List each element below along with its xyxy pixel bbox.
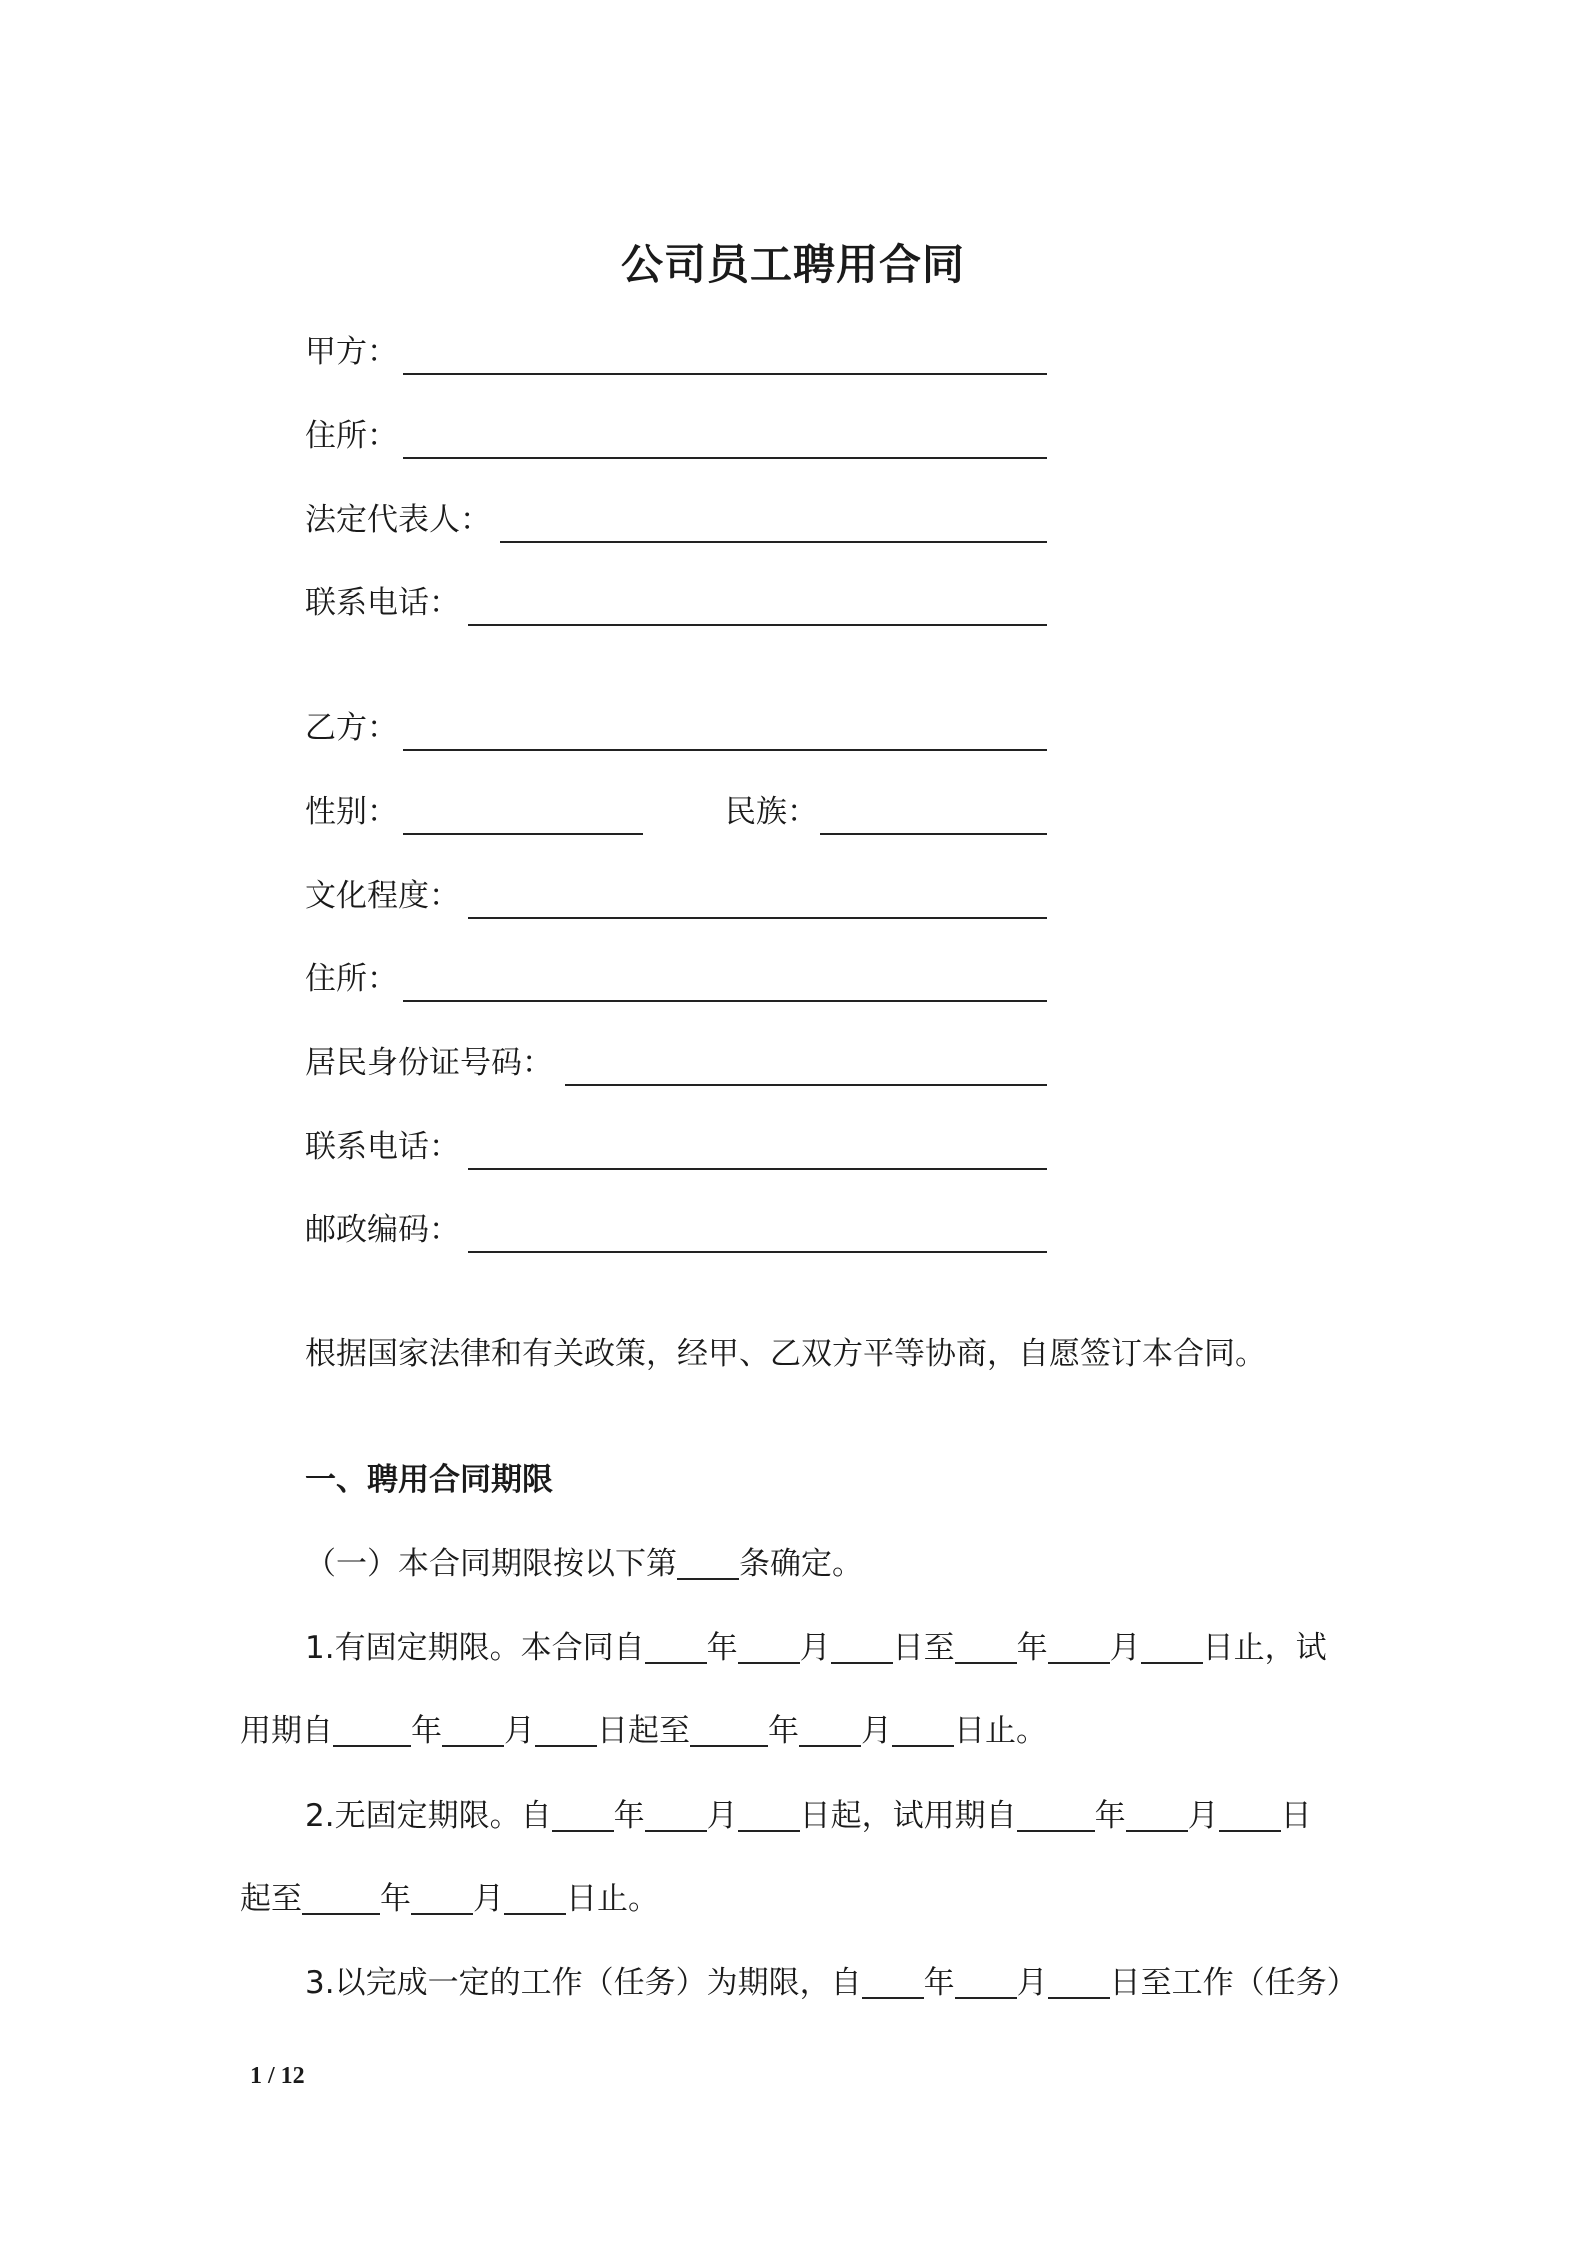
gender-label: 性别： <box>305 794 398 830</box>
month-unit: 月 <box>861 1713 892 1749</box>
party-a-phone-field[interactable] <box>468 624 1047 626</box>
item-3-text: 3.以完成一定的工作（任务）为期限，自 <box>305 1965 862 2001</box>
item-2-line-2 <box>240 1879 659 1919</box>
party-b-address-field[interactable] <box>403 1000 1047 1002</box>
start-month-blank[interactable] <box>645 1800 707 1832</box>
ethnicity-field[interactable] <box>820 833 1047 835</box>
probation-end-day-blank[interactable] <box>892 1715 954 1747</box>
year-unit: 年 <box>380 1881 411 1917</box>
day-unit: 日 <box>1280 1798 1312 1834</box>
start-month-blank[interactable] <box>738 1632 800 1664</box>
item-1-text: 1.有固定期限。本合同自 <box>305 1630 645 1666</box>
item-1-line-1 <box>305 1628 1327 1668</box>
party-b-name-field[interactable] <box>403 749 1047 751</box>
document-title: 公司员工聘用合同 <box>620 240 965 289</box>
day-to-task-text: 日至工作（任务） <box>1109 1965 1358 2001</box>
party-b-address-label: 住所： <box>305 961 398 997</box>
month-unit: 月 <box>706 1798 738 1834</box>
clause-1 <box>305 1544 863 1584</box>
start-year-blank[interactable] <box>862 1967 924 1999</box>
probation-end-month-blank[interactable] <box>411 1883 473 1915</box>
year-unit: 年 <box>1016 1630 1048 1666</box>
day-end-text: 日止。 <box>566 1881 659 1917</box>
day-end-text: 日止。 <box>954 1713 1047 1749</box>
item-2-text: 2.无固定期限。自 <box>305 1798 552 1834</box>
month-unit: 月 <box>1187 1798 1219 1834</box>
probation-text: 用期自 <box>240 1713 333 1749</box>
party-a-name-field[interactable] <box>403 373 1047 375</box>
year-unit: 年 <box>768 1713 799 1749</box>
clause-1-text-b: 条确定。 <box>739 1546 863 1582</box>
party-a-address-label: 住所： <box>305 418 398 454</box>
postcode-label: 邮政编码： <box>305 1212 460 1248</box>
party-a-phone-label: 联系电话： <box>305 585 460 621</box>
party-b-phone-field[interactable] <box>468 1168 1047 1170</box>
start-month-blank[interactable] <box>955 1967 1017 1999</box>
ethnicity-label: 民族： <box>725 794 818 830</box>
day-from-to-text: 日起至 <box>597 1713 690 1749</box>
year-unit: 年 <box>411 1713 442 1749</box>
start-year-blank[interactable] <box>645 1632 707 1664</box>
year-unit: 年 <box>923 1965 955 2001</box>
item-3-line-1 <box>305 1963 1358 2003</box>
item-1-line-2 <box>240 1711 1047 1751</box>
clause-number-blank[interactable] <box>677 1548 739 1580</box>
end-day-blank[interactable] <box>1141 1632 1203 1664</box>
section-heading-term: 一、聘用合同期限 <box>305 1462 553 1498</box>
from-to-text: 起至 <box>240 1881 302 1917</box>
probation-start-year-blank[interactable] <box>333 1715 411 1747</box>
education-label: 文化程度： <box>305 878 460 914</box>
probation-end-year-blank[interactable] <box>690 1715 768 1747</box>
gender-field[interactable] <box>403 833 643 835</box>
end-year-blank[interactable] <box>955 1632 1017 1664</box>
year-unit: 年 <box>706 1630 738 1666</box>
party-b-label: 乙方： <box>305 710 398 746</box>
end-month-blank[interactable] <box>1048 1632 1110 1664</box>
year-unit: 年 <box>1094 1798 1126 1834</box>
day-to-text: 日至 <box>892 1630 955 1666</box>
probation-end-month-blank[interactable] <box>799 1715 861 1747</box>
month-unit: 月 <box>1016 1965 1048 2001</box>
preamble-paragraph: 根据国家法律和有关政策，经甲、乙双方平等协商，自愿签订本合同。 <box>305 1336 1266 1372</box>
year-unit: 年 <box>613 1798 645 1834</box>
probation-start-day-blank[interactable] <box>1219 1800 1281 1832</box>
probation-start-day-blank[interactable] <box>535 1715 597 1747</box>
probation-start-month-blank[interactable] <box>1126 1800 1188 1832</box>
month-unit: 月 <box>1109 1630 1141 1666</box>
item-2-line-1 <box>305 1796 1312 1836</box>
start-day-blank[interactable] <box>831 1632 893 1664</box>
legal-rep-field[interactable] <box>500 541 1047 543</box>
party-a-address-field[interactable] <box>403 457 1047 459</box>
probation-end-year-blank[interactable] <box>302 1883 380 1915</box>
legal-rep-label: 法定代表人： <box>305 502 491 538</box>
day-end-text: 日止，试 <box>1202 1630 1327 1666</box>
party-a-label: 甲方： <box>305 334 398 370</box>
clause-1-text-a: （一）本合同期限按以下第 <box>305 1546 677 1582</box>
start-year-blank[interactable] <box>552 1800 614 1832</box>
start-day-blank[interactable] <box>1048 1967 1110 1999</box>
probation-start-year-blank[interactable] <box>1017 1800 1095 1832</box>
month-unit: 月 <box>799 1630 831 1666</box>
page-number: 1 / 12 <box>250 2063 305 2089</box>
postcode-field[interactable] <box>468 1251 1047 1253</box>
id-number-label: 居民身份证号码： <box>305 1045 553 1081</box>
probation-from-text: 日起，试用期自 <box>799 1798 1017 1834</box>
month-unit: 月 <box>504 1713 535 1749</box>
education-field[interactable] <box>468 917 1047 919</box>
month-unit: 月 <box>473 1881 504 1917</box>
start-day-blank[interactable] <box>738 1800 800 1832</box>
probation-start-month-blank[interactable] <box>442 1715 504 1747</box>
party-b-phone-label: 联系电话： <box>305 1129 460 1165</box>
probation-end-day-blank[interactable] <box>504 1883 566 1915</box>
id-number-field[interactable] <box>565 1084 1047 1086</box>
